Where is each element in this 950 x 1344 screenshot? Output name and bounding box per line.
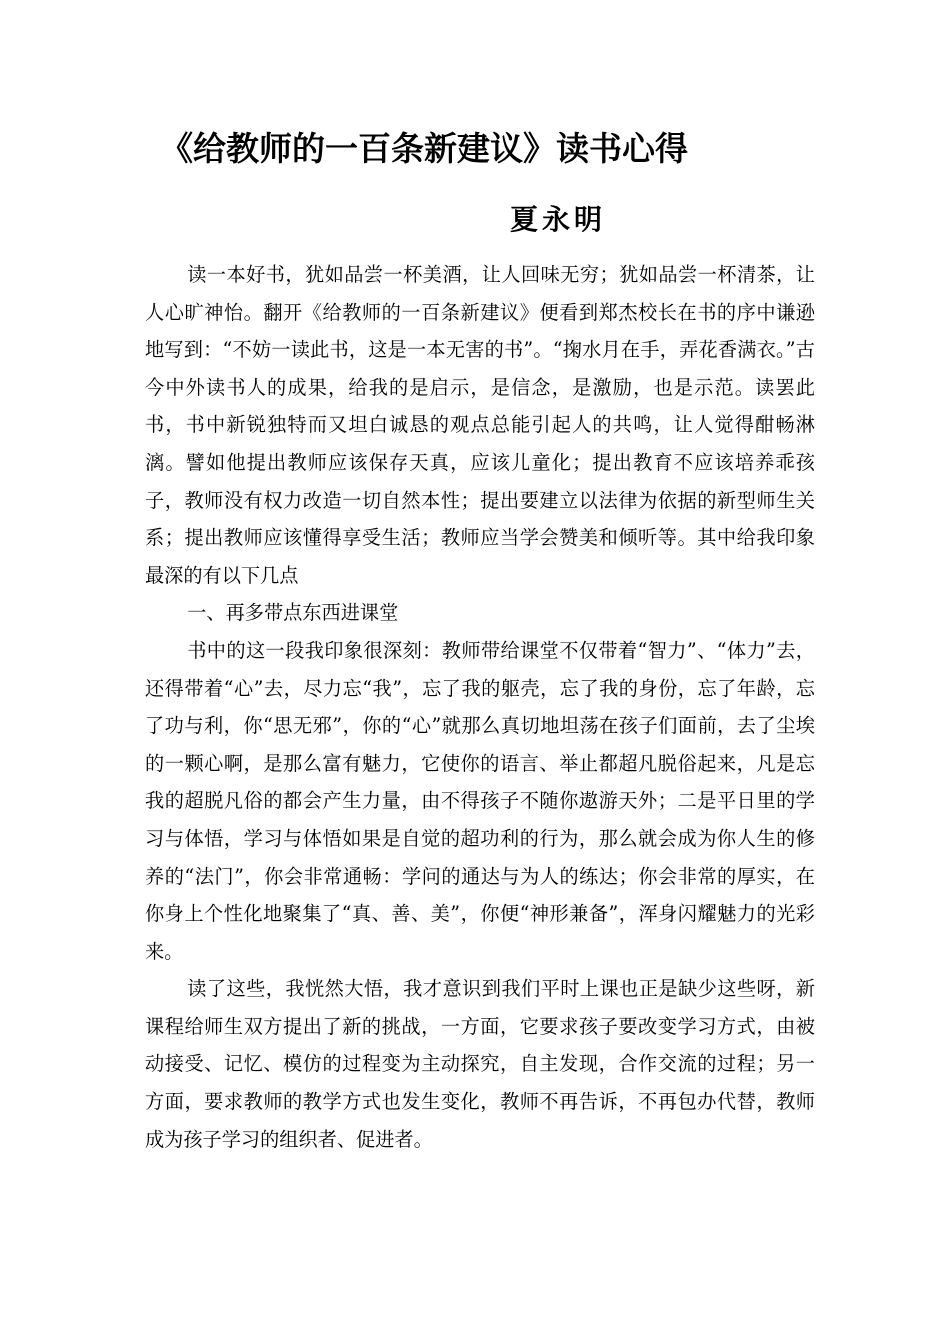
body-paragraph-3: 读了这些，我恍然大悟，我才意识到我们平时上课也正是缺少这些呀，新课程给师生双方提出了新的挑战，一方面，它要求孩子要改变学习方式，由被动接受、记忆、模仿的过程变为主动探究，自主发现，合作交流的过程；另一方面，要求教师的教学方式也发生变化，教师不再告诉，不再包办代替，教师成为孩子学习的组织者、促进者。 — [145, 977, 815, 1151]
document-author: 夏永明 — [510, 203, 607, 236]
section-heading-1: 一、再多带点东西进课堂 — [187, 601, 399, 625]
intro-paragraph: 读一本好书，犹如品尝一杯美酒，让人回味无穷；犹如品尝一杯清茶，让人心旷神怡。翻开《给教师的一百条新建议》便看到郑杰校长在书的序中谦逊地写到：“不妨一读此书，这是一本无害的书”。“掬水月在手，弄花香满衣。”古今中外读书人的成果，给我的是启示，是信念，是激励，也是示范。读罢此书，书中新锐独特而又坦白诚恳的观点总能引起人的共鸣，让人觉得酣畅淋漓。譬如他提出教师应该保存天真，应该儿童化；提出教育不应该培养乖孩子，教师没有权力改造一切自然本性；提出要建立以法律为依据的新型师生关系；提出教师应该懂得享受生活；教师应当学会赞美和倾听等。其中给我印象最深的有以下几点 — [145, 263, 815, 587]
document-body — [145, 256, 815, 1158]
body-paragraph-2: 书中的这一段我印象很深刻：教师带给课堂不仅带着“智力”、“体力”去，还得带着“心”去，尽力忘“我”，忘了我的躯壳，忘了我的身份，忘了年龄，忘了功与利，你“思无邪”，你的“心”就那么真切地坦荡在孩子们面前，去了尘埃的一颗心啊，是那么富有魅力，它使你的语言、举止都超凡脱俗起来，凡是忘我的超脱凡俗的都会产生力量，由不得孩子不随你遨游天外；二是平日里的学习与体悟，学习与体悟如果是自觉的超功利的行为，那么就会成为你人生的修养的“法门”，你会非常通畅：学问的通达与为人的练达；你会非常的厚实，在你身上个性化地聚集了“真、善、美”，你便“神形兼备”，浑身闪耀魅力的光彩来。 — [145, 638, 815, 963]
document-title: 《给教师的一百条新建议》读书心得 — [160, 129, 688, 168]
